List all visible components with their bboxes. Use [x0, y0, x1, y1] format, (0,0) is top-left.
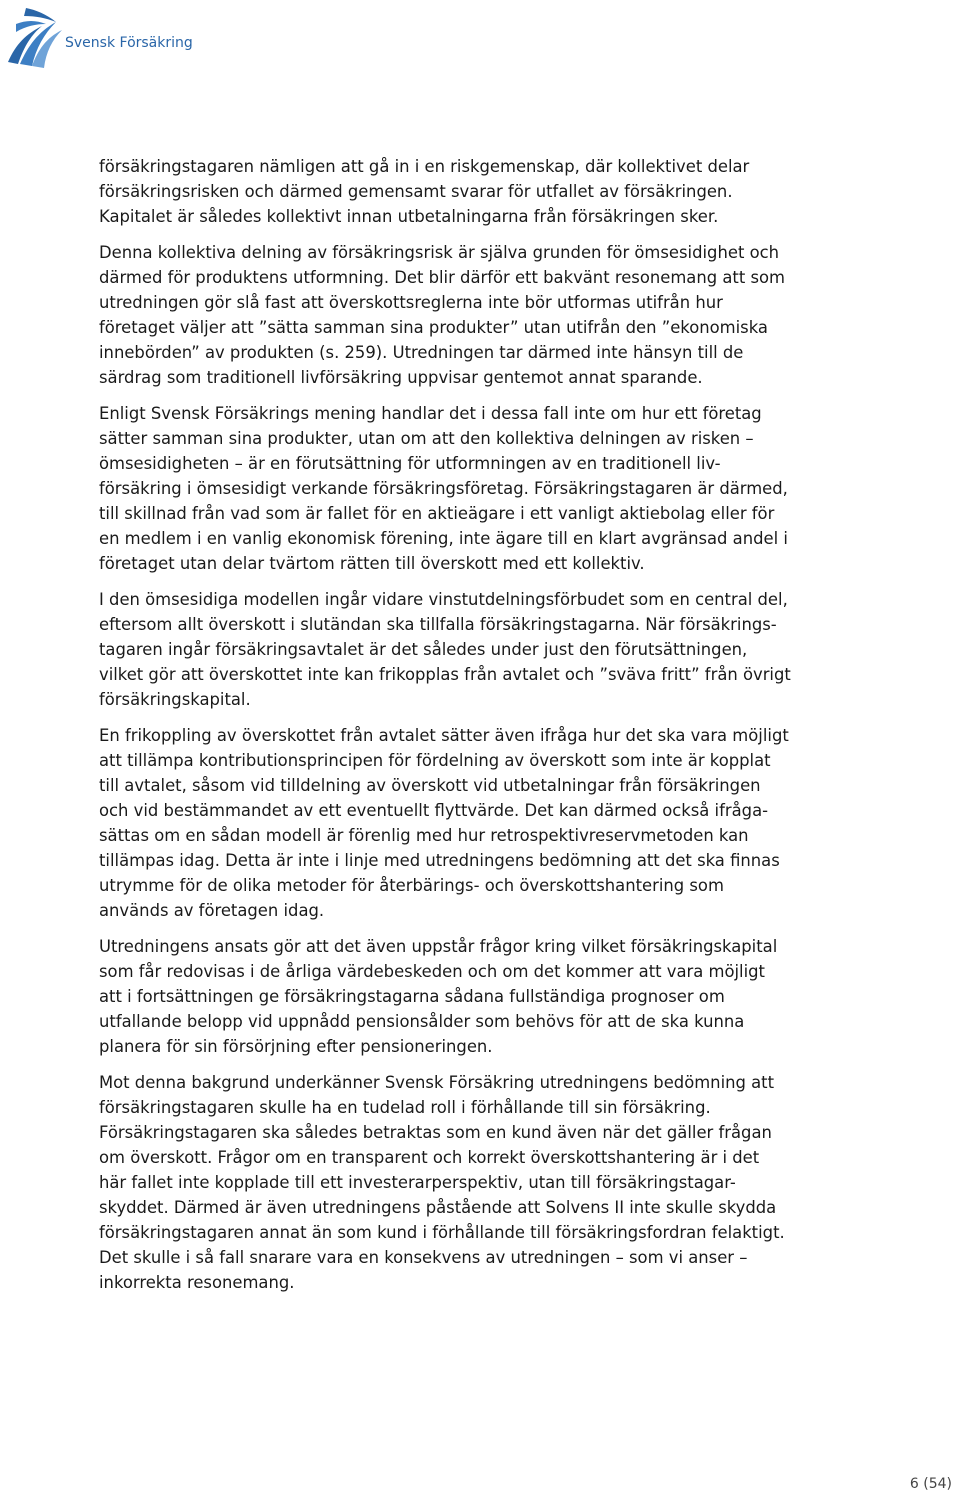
- paragraph-4: I den ömsesidiga modellen ingår vidare vinstutdelningsförbudet som en central del, eftersom allt överskott i slutändan ska tillfalla försäkringstagarna. När försäkrings- tagaren ingår försäkringsavtalet är det således under just den förutsättningen, vilket gör att överskottet inte kan frikopplas från avtalet och ”sväva fritt” från övrigt försäkringskapital.: [99, 590, 791, 709]
- logo: [2, 4, 202, 74]
- paragraph-1: försäkringstagaren nämligen att gå in i en riskgemenskap, där kollektivet delar försäkringsrisken och därmed gemensamt svarar för utfallet av försäkringen. Kapitalet är således kollektivt innan utbetalningarna från försäkringen sker.: [99, 157, 750, 226]
- paragraph-6: Utredningens ansats gör att det även uppstår frågor kring vilket försäkringskapital som får redovisas i de årliga värdebeskeden och om det kommer att vara möjligt att i fortsättningen ge försäkringstagarna sådana fullständiga prognoser om utfallande belopp vid uppnådd pensionsålder som behövs för att de ska kunna planera för sin försörjning efter pensioneringen.: [99, 937, 778, 1056]
- paragraph-7: Mot denna bakgrund underkänner Svensk Försäkring utredningens bedömning att försäkringstagaren skulle ha en tudelad roll i förhållande till sin försäkring. Försäkringstagaren ska således betraktas som en kund även när det gäller frågan om överskott. Frågor om en transparent och korrekt överskottshantering är i det här fallet inte kopplade till ett investerarperspektiv, utan till försäkringstagar- skyddet. Därmed är även utredningens påstående att Solvens II inte skulle skydda försäkringstagaren annat än som kund i förhållande till försäkringsfordran felaktigt. Det skulle i så fall snarare vara en konsekvens av utredningen – som vi anser – inkorrekta resonemang.: [99, 1073, 785, 1292]
- paragraph-5: En frikoppling av överskottet från avtalet sätter även ifråga hur det ska vara möjligt att tillämpa kontributionsprincipen för fördelning av överskott som inte är kopplat till avtalet, såsom vid tilldelning av överskott vid utbetalningar från försäkringen och vid bestämmandet av ett eventuellt flyttvärde. Det kan därmed också ifråga- sättas om en sådan modell är förenlig med hur retrospektivreservmetoden kan tillämpas idag. Detta är inte i linje med utredningens bedömning att det ska finnas utrymme för de olika metoder för återbärings- och överskottshantering som används av företagen idag.: [99, 726, 789, 920]
- page-number: 6 (54): [909, 1476, 952, 1492]
- paragraph-3: Enligt Svensk Försäkrings mening handlar det i dessa fall inte om hur ett företag sätter samman sina produkter, utan om att den kollektiva delningen av risken – ömsesidigheten – är en förutsättning för utformningen av en traditionell liv- försäkring i ömsesidigt verkande försäkringsföretag. Försäkringstagaren är därmed, till skillnad från vad som är fallet för en aktieägare i ett vanligt aktiebolag eller för en medlem i en vanlig ekonomisk förening, inte ägare till en klart avgränsad andel i företaget utan delar tvärtom rätten till överskott med ett kollektiv.: [99, 404, 788, 573]
- paragraph-2: Denna kollektiva delning av försäkringsrisk är själva grunden för ömsesidighet och därmed för produktens utformning. Det blir därför ett bakvänt resonemang att som utredningen gör slå fast att överskottsreglerna inte bör utformas utifrån hur företaget väljer att ”sätta samman sina produkter” utan utifrån den ”ekonomiska innebörden” av produkten (s. 259). Utredningen tar därmed inte hänsyn till de särdrag som traditionell livförsäkring uppvisar gentemot annat sparande.: [99, 243, 785, 387]
- document-body: [99, 154, 907, 1306]
- svensk-forsakring-logo-icon: [2, 4, 64, 70]
- logo-text: Svensk Försäkring: [65, 35, 193, 51]
